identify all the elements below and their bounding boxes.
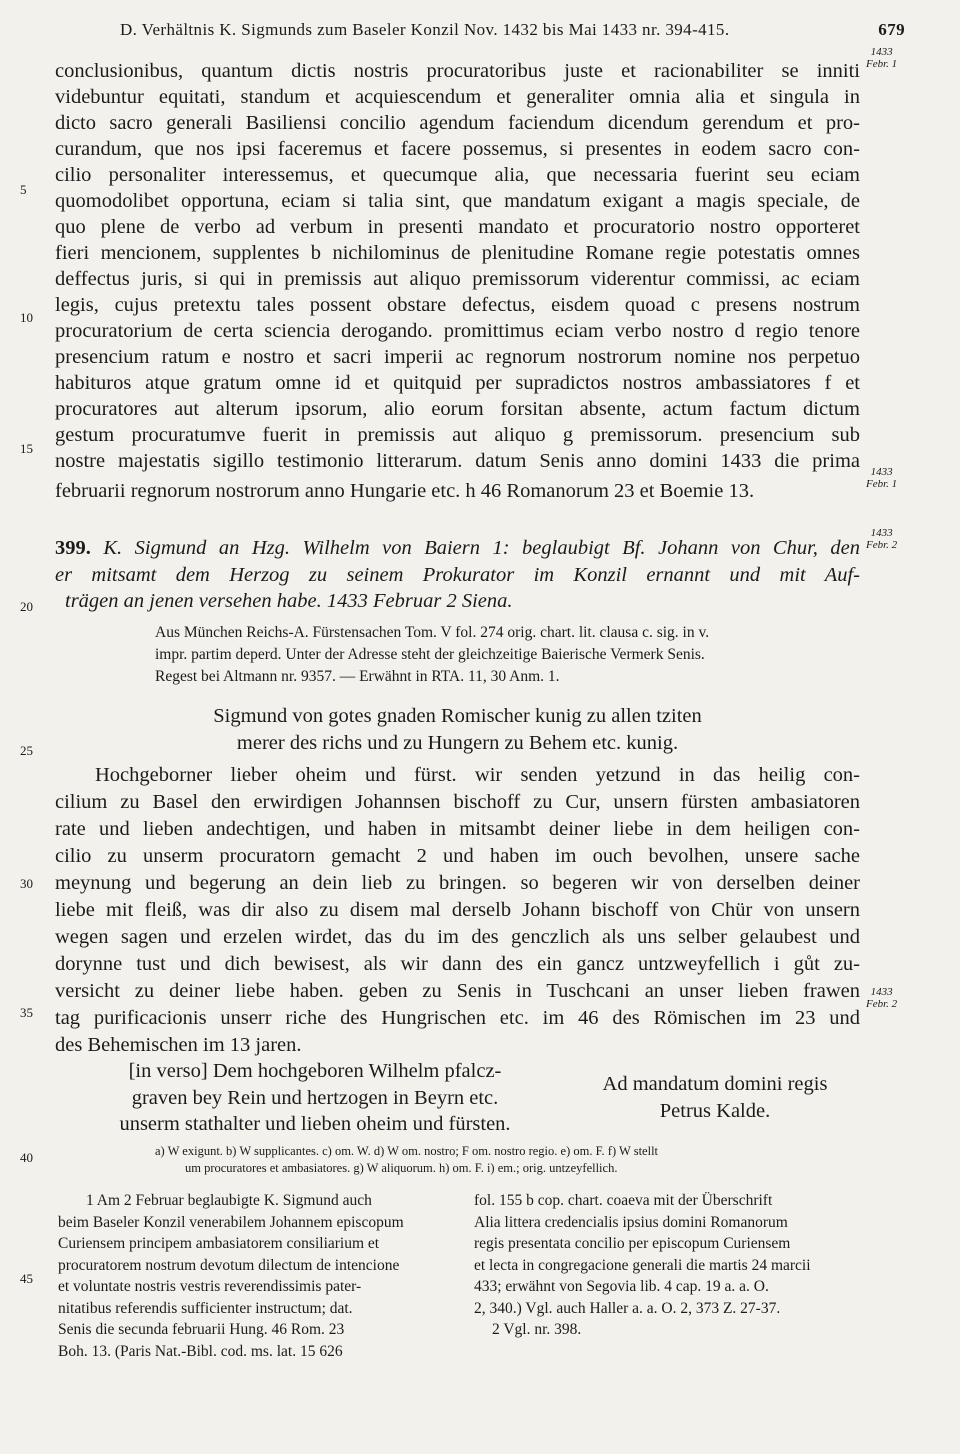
line-number: 10 — [20, 310, 33, 325]
line-number: 5 — [20, 182, 27, 197]
line-number: 45 — [20, 1271, 33, 1286]
body-line: gestum procuratumve fuerit in premissis aut aliquo g premissorum. presencium sub — [55, 424, 860, 446]
footnotes-right-column — [474, 1190, 866, 1341]
body-line: conclusionibus, quantum dictis nostris procuratoribus juste et racionabiliter se inniti — [55, 60, 860, 82]
footnote-line: et voluntate nostris vestris reverendissimis pater- — [58, 1278, 362, 1295]
source-line: impr. partim deperd. Unter der Adresse steht der gleichzeitige Baierische Vermerk Senis. — [155, 646, 705, 663]
margin-date-year: 1433 — [870, 986, 893, 998]
margin-date-month: Febr. 2 — [866, 539, 898, 551]
margin-date — [866, 46, 897, 70]
footnote-line: beim Baseler Konzil venerabilem Johannem episcopum — [58, 1213, 404, 1231]
footnote-line: Alia littera credencialis ipsius domini Romanorum — [474, 1213, 788, 1231]
source-note — [155, 622, 863, 688]
margin-date-month: Febr. 2 — [866, 998, 898, 1010]
footnote-line: Senis die secunda februarii Hung. 46 Rom. 23 — [58, 1321, 345, 1338]
body-line: dicto sacro generali Basiliensi concilio agendum faciendum dicendum gerendum et pro- — [55, 112, 860, 134]
body-line: curandum, que nos ipsi faceremus et facere possemus, si presentes in eodem sacro con- — [55, 138, 860, 160]
margin-date-month: Febr. 1 — [866, 58, 898, 70]
letter-line: wegen sagen und erzelen wirdet, das du im des genczlich als uns selber gelaubest und — [55, 926, 860, 948]
address-line: unserm stathalter und lieben oheim und fürsten. — [119, 1113, 511, 1135]
letter-line: liebe mit fleiß, was dir also zu disem mal derselb Johann bischoff von Chür von unsern — [55, 899, 860, 921]
body-line: habituros atque gratum omne id et quitquid per supradictos nostros ambassiatores f et — [55, 372, 860, 394]
footnote-line: procuratorem nostrum devotum dilectum de intencione — [58, 1256, 400, 1274]
intitulatio-line: merer des richs und zu Hungern zu Behem etc. kunig. — [236, 731, 679, 754]
line-number: 40 — [20, 1150, 33, 1165]
letter-line: cilio zu unserm procuratorn gemacht 2 und haben im ouch bevolhen, unsere sache — [55, 845, 860, 867]
line-number: 20 — [20, 599, 33, 614]
address-in-verso — [90, 1058, 540, 1138]
entry-heading-line — [55, 535, 860, 561]
letter-line: dorynne tust und dich bewisest, als wir dann des ein gancz untzweyfellich i gůt zu- — [55, 953, 860, 975]
footnote-line: 2 Vgl. nr. 398. — [492, 1321, 582, 1338]
body-line: nostre majestatis sigillo testimonio litterarum. datum Senis anno domini 1433 die prima — [55, 450, 860, 472]
signature-line: Ad mandatum domini regis — [602, 1073, 828, 1095]
signature-line: Petrus Kalde. — [659, 1099, 771, 1122]
apparatus-line: a) W exigunt. b) W supplicantes. c) om. W. d) W om. nostro; F om. nostro regio. e) om. F. f) W stellt — [155, 1144, 659, 1158]
entry-number: 399. — [55, 537, 91, 559]
body-line: fieri mencionem, supplentes b nichilominus de plenitudine Romane regie potestatis omnes — [55, 242, 860, 264]
body-line: deffectus juris, si qui in premissis aut aliquo premissorum viderentur commissi, ac eciam — [55, 268, 860, 290]
line-number: 30 — [20, 876, 33, 891]
footnote-line: Curiensem principem ambasiatorem consiliarium et — [58, 1235, 380, 1252]
body-line: procuratores aut alterum ipsorum, alio eorum forsitan absente, actum factum dictum — [55, 398, 860, 420]
line-number: 25 — [20, 743, 33, 758]
body-line: presencium ratum e nostro et sacri imperii ac regnorum nostrorum nomine nos perpetuo — [55, 346, 860, 368]
margin-date — [866, 466, 897, 490]
line-number: 15 — [20, 441, 33, 456]
footnote-line: nitatibus referendis sufficienter instructum; dat. — [58, 1299, 353, 1317]
body-line: procuratorium de certa sciencia derogando. promittimus eciam verbo nostro d regio tenore — [55, 320, 860, 342]
letter-line: tag purificacionis unserr riche des Hungrischen etc. im 46 des Römischen im 23 und — [55, 1007, 860, 1029]
margin-date-year: 1433 — [870, 466, 893, 478]
address-line: [in verso] Dem hochgeboren Wilhelm pfalcz- — [128, 1060, 502, 1082]
apparatus-line: um procuratores et ambasiatores. g) W aliquorum. h) om. F. i) em.; orig. untzeyfellich. — [185, 1161, 618, 1175]
running-header — [120, 20, 905, 40]
intitulatio — [55, 703, 860, 756]
body-line: videbuntur equitati, standum et acquiescendum et generaliter omnia alia et singula in — [55, 86, 860, 108]
margin-date-month: Febr. 1 — [866, 478, 898, 490]
footnote-line: 2, 340.) Vgl. auch Haller a. a. O. 2, 373 Z. 27-37. — [474, 1299, 781, 1317]
letter-line: versicht zu deiner liebe haben. geben zu Senis in Tuschcani an unser lieben frawen — [55, 980, 860, 1002]
source-line: Aus München Reichs-A. Fürstensachen Tom. V fol. 274 orig. chart. lit. clausa c. sig. in v. — [155, 624, 710, 641]
body-line: cilio personaliter interessemus, et quecumque alia, que necessaria fuerint seu eciam — [55, 164, 860, 186]
footnote-line: 1 Am 2 Februar beglaubigte K. Sigmund auch — [86, 1192, 372, 1209]
letter-line: cilium zu Basel den erwirdigen Johannsen bischoff zu Cur, unsern fürsten ambasiatoren — [55, 791, 860, 813]
body-line: quomodolibet opportuna, eciam si talia sint, que mandatum exigant a magis speciale, de — [55, 190, 860, 212]
entry-heading-line: trägen an jenen versehen habe. 1433 Februar 2 Siena. — [65, 590, 513, 612]
source-line: Regest bei Altmann nr. 9357. — Erwähnt in RTA. 11, 30 Anm. 1. — [155, 668, 560, 685]
chancery-signature — [580, 1071, 850, 1124]
margin-date-year: 1433 — [870, 527, 893, 539]
body-line: quo plene de verbo ad verbum in presenti mandato et procuratorio nostro opporteret — [55, 216, 860, 238]
margin-date-year: 1433 — [870, 46, 893, 58]
footnotes-left-column — [58, 1190, 450, 1362]
footnote-line: et lecta in congregacione generali die martis 24 marcii — [474, 1256, 811, 1274]
entry-heading-line: er mitsamt dem Herzog zu seinem Prokurator im Konzil ernannt und mit Auf- — [55, 564, 860, 586]
intitulatio-line: Sigmund von gotes gnaden Romischer kunig zu allen tziten — [213, 705, 702, 727]
letter-line: des Behemischen im 13 jaren. — [55, 1034, 302, 1056]
letter-line: rate und lieben andechtigen, und haben in mitsambt deiner liebe in dem heiligen con- — [55, 818, 860, 840]
entry-heading-text: K. Sigmund an Hzg. Wilhelm von Baiern 1: beglaubigt Bf. Johann von Chur, den — [103, 537, 860, 559]
body-line: legis, cujus pretextu tales possent obstare defectus, eisdem quoad c presens nostrum — [55, 294, 860, 316]
letter-line: Hochgeborner lieber oheim und fürst. wir senden yetzund in das heilig con- — [95, 764, 860, 786]
line-number: 35 — [20, 1005, 33, 1020]
page-number: 679 — [878, 20, 905, 39]
footnote-line: fol. 155 b cop. chart. coaeva mit der Überschrift — [474, 1192, 773, 1209]
margin-date — [866, 986, 897, 1010]
body-line: februarii regnorum nostrorum anno Hungarie etc. h 46 Romanorum 23 et Boemie 13. — [55, 480, 755, 502]
footnote-line: regis presentata concilio per episcopum Curiensem — [474, 1235, 791, 1252]
running-title: D. Verhältnis K. Sigmunds zum Baseler Konzil Nov. 1432 bis Mai 1433 nr. 394-415. — [120, 20, 730, 39]
address-line: graven bey Rein und hertzogen in Beyrn etc. — [131, 1086, 499, 1109]
letter-line: meynung und begerung an dein lieb zu bringen. so begeren wir von derselben deiner — [55, 872, 860, 894]
footnote-line: Boh. 13. (Paris Nat.-Bibl. cod. ms. lat. 15 626 — [58, 1342, 343, 1360]
footnote-line: 433; erwähnt von Segovia lib. 4 cap. 19 a. a. O. — [474, 1278, 769, 1295]
margin-date — [866, 527, 897, 551]
critical-apparatus — [155, 1143, 865, 1177]
